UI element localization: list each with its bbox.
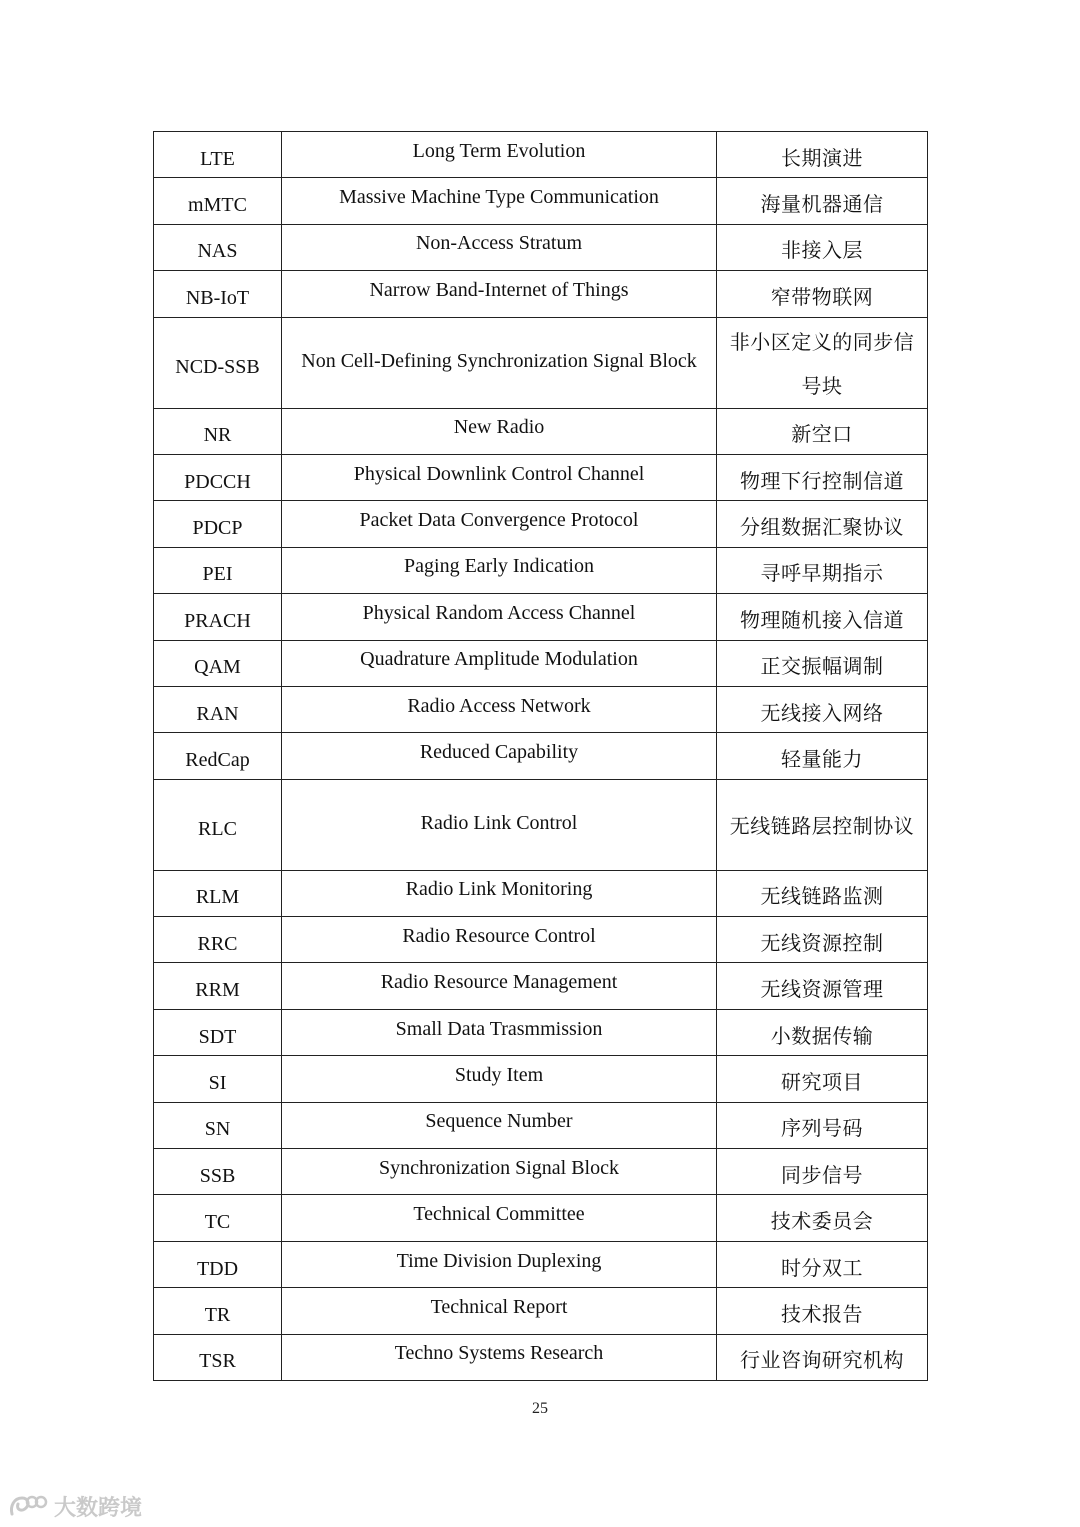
table-row bbox=[154, 1056, 928, 1102]
full-term-cell: Physical Random Access Channel bbox=[282, 594, 717, 640]
table-row bbox=[154, 733, 928, 779]
full-term-cell: Radio Link Monitoring bbox=[282, 870, 717, 916]
abbreviation-cell: SI bbox=[154, 1056, 282, 1102]
table-row bbox=[154, 917, 928, 963]
abbreviation-cell: LTE bbox=[154, 132, 282, 178]
full-term-cell: Quadrature Amplitude Modulation bbox=[282, 640, 717, 686]
table-row bbox=[154, 779, 928, 870]
table-row bbox=[154, 1241, 928, 1287]
table-row bbox=[154, 178, 928, 224]
table-row bbox=[154, 1195, 928, 1241]
table-row bbox=[154, 686, 928, 732]
abbreviation-cell: QAM bbox=[154, 640, 282, 686]
chinese-term-cell: 物理随机接入信道 bbox=[717, 594, 928, 640]
full-term-cell: Non-Access Stratum bbox=[282, 224, 717, 270]
table-row bbox=[154, 640, 928, 686]
chinese-term-cell: 新空口 bbox=[717, 408, 928, 454]
chinese-term-cell: 无线资源管理 bbox=[717, 963, 928, 1009]
full-term-cell: Radio Link Control bbox=[282, 779, 717, 870]
abbreviation-cell: TSR bbox=[154, 1334, 282, 1380]
table-row bbox=[154, 408, 928, 454]
abbreviation-cell: NCD-SSB bbox=[154, 317, 282, 408]
full-term-cell: Reduced Capability bbox=[282, 733, 717, 779]
chinese-term-cell: 非小区定义的同步信号块 bbox=[717, 317, 928, 408]
chinese-term-cell: 轻量能力 bbox=[717, 733, 928, 779]
logo-icon bbox=[8, 1492, 48, 1522]
abbreviation-cell: mMTC bbox=[154, 178, 282, 224]
chinese-term-cell: 非接入层 bbox=[717, 224, 928, 270]
table-row bbox=[154, 454, 928, 500]
chinese-term-cell: 正交振幅调制 bbox=[717, 640, 928, 686]
full-term-cell: Time Division Duplexing bbox=[282, 1241, 717, 1287]
chinese-term-cell: 分组数据汇聚协议 bbox=[717, 501, 928, 547]
full-term-cell: Technical Report bbox=[282, 1288, 717, 1334]
full-term-cell: Non Cell-Defining Synchronization Signal Block bbox=[282, 317, 717, 408]
chinese-term-cell: 物理下行控制信道 bbox=[717, 454, 928, 500]
abbreviation-cell: RAN bbox=[154, 686, 282, 732]
abbreviation-cell: NR bbox=[154, 408, 282, 454]
watermark bbox=[8, 1491, 142, 1522]
full-term-cell: Radio Access Network bbox=[282, 686, 717, 732]
chinese-term-cell: 海量机器通信 bbox=[717, 178, 928, 224]
chinese-term-cell: 技术委员会 bbox=[717, 1195, 928, 1241]
full-term-cell: Sequence Number bbox=[282, 1102, 717, 1148]
abbreviation-cell: RRC bbox=[154, 917, 282, 963]
abbreviation-cell: SSB bbox=[154, 1149, 282, 1195]
chinese-term-cell: 窄带物联网 bbox=[717, 271, 928, 317]
table-row bbox=[154, 1102, 928, 1148]
abbreviation-cell: TR bbox=[154, 1288, 282, 1334]
abbreviation-cell: RLM bbox=[154, 870, 282, 916]
abbreviation-cell: RedCap bbox=[154, 733, 282, 779]
chinese-term-cell: 小数据传输 bbox=[717, 1009, 928, 1055]
abbreviation-cell: SDT bbox=[154, 1009, 282, 1055]
abbreviation-cell: RRM bbox=[154, 963, 282, 1009]
abbreviation-cell: SN bbox=[154, 1102, 282, 1148]
full-term-cell: Physical Downlink Control Channel bbox=[282, 454, 717, 500]
abbreviation-cell: PDCCH bbox=[154, 454, 282, 500]
full-term-cell: Study Item bbox=[282, 1056, 717, 1102]
chinese-term-cell: 寻呼早期指示 bbox=[717, 547, 928, 593]
abbreviation-cell: RLC bbox=[154, 779, 282, 870]
table-row bbox=[154, 1009, 928, 1055]
chinese-term-cell: 时分双工 bbox=[717, 1241, 928, 1287]
full-term-cell: Paging Early Indication bbox=[282, 547, 717, 593]
table-row bbox=[154, 1334, 928, 1380]
abbreviation-cell: PRACH bbox=[154, 594, 282, 640]
abbreviation-cell: NB-IoT bbox=[154, 271, 282, 317]
chinese-term-cell: 研究项目 bbox=[717, 1056, 928, 1102]
table-row bbox=[154, 271, 928, 317]
chinese-term-cell: 行业咨询研究机构 bbox=[717, 1334, 928, 1380]
page-number: 25 bbox=[532, 1400, 548, 1417]
full-term-cell: Narrow Band-Internet of Things bbox=[282, 271, 717, 317]
chinese-term-cell: 长期演进 bbox=[717, 132, 928, 178]
full-term-cell: Small Data Trasmmission bbox=[282, 1009, 717, 1055]
chinese-term-cell: 无线资源控制 bbox=[717, 917, 928, 963]
watermark-text: 大数跨境 bbox=[54, 1496, 143, 1521]
full-term-cell: Synchronization Signal Block bbox=[282, 1149, 717, 1195]
abbreviation-cell: TDD bbox=[154, 1241, 282, 1287]
chinese-term-cell: 无线链路层控制协议 bbox=[717, 779, 928, 870]
table-row bbox=[154, 547, 928, 593]
table-row bbox=[154, 317, 928, 408]
table-row bbox=[154, 1288, 928, 1334]
chinese-term-cell: 序列号码 bbox=[717, 1102, 928, 1148]
table-row bbox=[154, 224, 928, 270]
full-term-cell: Packet Data Convergence Protocol bbox=[282, 501, 717, 547]
full-term-cell: Technical Committee bbox=[282, 1195, 717, 1241]
full-term-cell: Radio Resource Management bbox=[282, 963, 717, 1009]
table-row bbox=[154, 963, 928, 1009]
full-term-cell: Radio Resource Control bbox=[282, 917, 717, 963]
chinese-term-cell: 技术报告 bbox=[717, 1288, 928, 1334]
glossary-body bbox=[154, 132, 928, 1381]
abbreviation-cell: NAS bbox=[154, 224, 282, 270]
chinese-term-cell: 无线接入网络 bbox=[717, 686, 928, 732]
abbreviation-cell: TC bbox=[154, 1195, 282, 1241]
abbreviation-cell: PEI bbox=[154, 547, 282, 593]
chinese-term-cell: 无线链路监测 bbox=[717, 870, 928, 916]
full-term-cell: Massive Machine Type Communication bbox=[282, 178, 717, 224]
table-row bbox=[154, 594, 928, 640]
full-term-cell: Techno Systems Research bbox=[282, 1334, 717, 1380]
chinese-term-cell: 同步信号 bbox=[717, 1149, 928, 1195]
full-term-cell: Long Term Evolution bbox=[282, 132, 717, 178]
table-row bbox=[154, 501, 928, 547]
table-row bbox=[154, 1149, 928, 1195]
table-row bbox=[154, 132, 928, 178]
glossary-table bbox=[153, 131, 928, 1381]
full-term-cell: New Radio bbox=[282, 408, 717, 454]
table-row bbox=[154, 870, 928, 916]
abbreviation-cell: PDCP bbox=[154, 501, 282, 547]
